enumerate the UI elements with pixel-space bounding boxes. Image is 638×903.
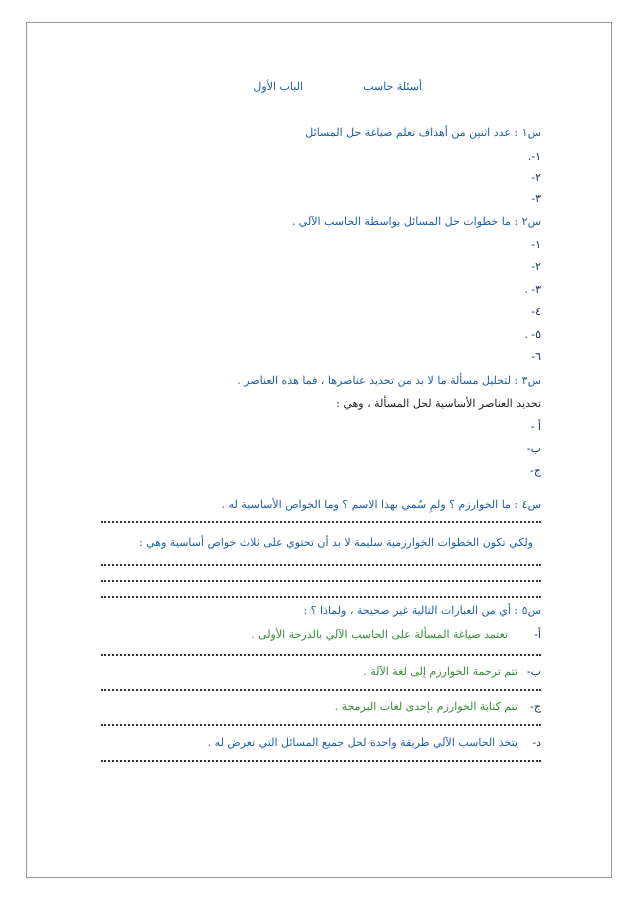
- q5-statement-a: تعتمد صياغة المسألة على الحاسب الآلي بالدرجة الأولى .: [251, 628, 508, 641]
- q2-item-4: ٤-: [531, 305, 541, 318]
- answer-line: [101, 578, 541, 582]
- q5-statement-d: يتخذ الحاسب الآلي طريقة واحدة لحل جميع المسائل التي تعرض له .: [207, 736, 518, 749]
- q3-subtext: تحديد العناصر الأساسية لحل المسألة ، وهي :: [336, 397, 541, 410]
- q5-statement-c: تتم كتابة الخوارزم بإحدى لغات البرمجة .: [334, 700, 518, 713]
- q5-letter-c: ج-: [530, 700, 541, 713]
- question-1: س١ : عدد اثنين من أهداف تعلم صياغة حل المسائل: [305, 126, 541, 139]
- q2-item-3: ٣- .: [524, 283, 541, 296]
- q5-letter-d: د-: [532, 736, 541, 749]
- question-3: س٣ : لتحليل مسألة ما لا بد من تحديد عناصرها ، فما هذه العناصر .: [237, 374, 541, 387]
- question-2: س٢ : ما خطوات حل المسائل بواسطة الحاسب الآلي .: [291, 215, 541, 228]
- chapter-title: الباب الأول: [253, 80, 303, 93]
- answer-line: [101, 562, 541, 566]
- answer-line: [101, 758, 541, 762]
- q2-item-1: ١-: [531, 238, 541, 251]
- q2-item-5: ٥- .: [524, 328, 541, 341]
- q3-item-a: أ -: [530, 420, 541, 433]
- answer-line: [101, 722, 541, 726]
- q5-letter-b: ب-: [526, 665, 541, 678]
- page-title: أسئلة حاسب: [363, 80, 422, 93]
- q5-statement-b: تتم ترجمة الخوارزم إلى لغة الآلة .: [363, 665, 518, 678]
- q3-item-b: ب-: [526, 442, 541, 455]
- q1-item-1: ١-.: [527, 150, 541, 163]
- q1-item-2: ٢-: [531, 171, 541, 184]
- q5-letter-a: أ-: [534, 628, 541, 641]
- q2-item-2: ٢-: [531, 260, 541, 273]
- q3-item-c: ج-: [530, 464, 541, 477]
- answer-line: [101, 594, 541, 598]
- q2-item-6: ٦-: [531, 350, 541, 363]
- q1-item-3: ٣-: [531, 192, 541, 205]
- question-5: س٥ : أي من العبارات التالية غير صحيحة ، ولماذا ؟ :: [303, 604, 541, 617]
- q4-subtext: ولكي تكون الخطوات الخوارزمية سليمة لا بد أن تحتوي على ثلاث خواص أساسية وهي :: [138, 536, 533, 549]
- answer-line: [101, 687, 541, 691]
- answer-line: [101, 652, 541, 656]
- question-4: س٤ : ما الخوارزم ؟ ولمِ سُمي بهذا الاسم ؟ وما الخواص الأساسية له .: [221, 498, 541, 511]
- answer-line: [101, 519, 541, 523]
